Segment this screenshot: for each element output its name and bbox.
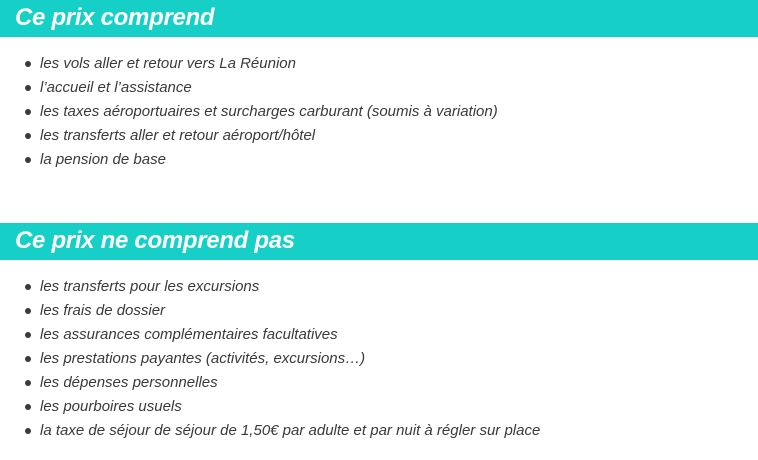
bullet-icon: [25, 85, 31, 91]
list-item-text: les transferts pour les excursions: [40, 278, 260, 295]
list-item-text: les taxes aéroportuaires et surcharges carburant (soumis à variation): [40, 103, 498, 120]
list-item-text: les assurances complémentaires facultatives: [40, 326, 338, 343]
list-item: [0, 395, 758, 419]
price-excludes-section: [0, 223, 758, 439]
price-includes-list: [0, 52, 758, 172]
bullet-icon: [25, 428, 31, 434]
price-includes-header: [0, 0, 758, 37]
bullet-icon: [25, 356, 31, 362]
list-item-text: les pourboires usuels: [40, 398, 182, 415]
bullet-icon: [25, 133, 31, 139]
price-excludes-header: [0, 223, 758, 260]
list-item: [0, 148, 758, 172]
list-item-text: la taxe de séjour de séjour de 1,50€ par adulte et par nuit à régler sur place: [40, 422, 541, 439]
bullet-icon: [25, 404, 31, 410]
bullet-icon: [25, 284, 31, 290]
price-excludes-list: [0, 275, 758, 443]
list-item: [0, 419, 758, 443]
list-item-text: la pension de base: [40, 151, 166, 168]
list-item: [0, 52, 758, 76]
bullet-icon: [25, 380, 31, 386]
list-item: [0, 347, 758, 371]
price-includes-title: Ce prix comprend: [15, 4, 215, 31]
price-includes-section: [0, 0, 758, 168]
bullet-icon: [25, 61, 31, 67]
list-item-text: les dépenses personnelles: [40, 374, 218, 391]
bullet-icon: [25, 109, 31, 115]
list-item: [0, 371, 758, 395]
list-item-text: les transferts aller et retour aéroport/hôtel: [40, 127, 316, 144]
list-item: [0, 323, 758, 347]
list-item: [0, 100, 758, 124]
list-item: [0, 124, 758, 148]
list-item: [0, 275, 758, 299]
bullet-icon: [25, 157, 31, 163]
list-item: [0, 76, 758, 100]
bullet-icon: [25, 308, 31, 314]
price-excludes-title: Ce prix ne comprend pas: [15, 227, 295, 254]
bullet-icon: [25, 332, 31, 338]
list-item-text: les frais de dossier: [40, 302, 166, 319]
list-item: [0, 299, 758, 323]
list-item-text: les prestations payantes (activités, excursions…): [40, 350, 366, 367]
list-item-text: l’accueil et l’assistance: [40, 79, 192, 96]
list-item-text: les vols aller et retour vers La Réunion: [40, 55, 296, 72]
